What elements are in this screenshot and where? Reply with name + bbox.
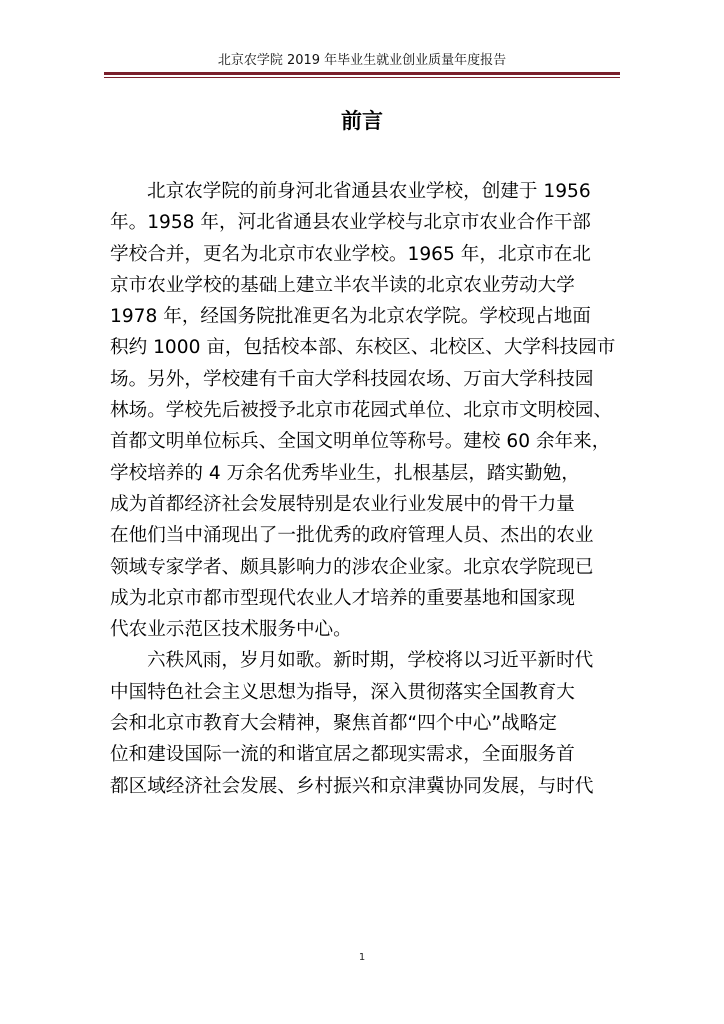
text-line: 领域专家学者、颇具影响力的涉农企业家。北京农学院现已: [110, 556, 594, 578]
text-line: 位和建设国际一流的和谐宜居之都现实需求，全面服务首: [110, 744, 575, 766]
text-line: 场。另外，学校建有千亩大学科技园农场、万亩大学科技园: [110, 368, 594, 390]
page-number: 1: [358, 952, 366, 963]
text-line: 学校培养的 4 万余名优秀毕业生，扎根基层，踏实勤勉，: [110, 462, 580, 484]
text-line: 京市农业学校的基础上建立半农半读的北京农业劳动大学: [110, 274, 575, 296]
text-line: 代农业示范区技术服务中心。: [110, 619, 352, 641]
page-title: 前言: [341, 109, 383, 133]
text-line: 都区域经济社会发展、乡村振兴和京津冀协同发展，与时代: [110, 775, 594, 797]
text-line: 会和北京市教育大会精神，聚焦首都“四个中心”战略定: [110, 713, 557, 735]
text-line: 首都文明单位标兵、全国文明单位等称号。建校 60 余年来，: [110, 431, 611, 453]
text-line: 六秩风雨，岁月如歌。新时期，学校将以习近平新时代: [147, 650, 594, 672]
body-text: [110, 176, 616, 802]
text-line: 北京农学院的前身河北省通县农业学校，创建于 1956: [147, 181, 591, 202]
text-line: 学校合并，更名为北京市农业学校。1965 年，北京市在北: [110, 243, 591, 265]
text-line: 1978 年，经国务院批准更名为北京农学院。学校现占地面: [110, 306, 591, 328]
header-rule-thick: [104, 72, 620, 75]
text-line: 成为首都经济社会发展特别是农业行业发展中的骨干力量: [110, 493, 575, 515]
text-line: 林场。学校先后被授予北京市花园式单位、北京市文明校园、: [110, 400, 613, 422]
text-line: 中国特色社会主义思想为指导，深入贯彻落实全国教育大: [110, 681, 575, 703]
text-line: 成为北京市都市型现代农业人才培养的重要基地和国家现: [110, 587, 575, 609]
text-line: 积约 1000 亩，包括校本部、东校区、北校区、大学科技园市: [110, 337, 616, 359]
header-rule-thin: [104, 77, 620, 78]
text-line: 在他们当中涌现出了一批优秀的政府管理人员、杰出的农业: [110, 525, 594, 547]
running-header: 北京农学院 2019 年毕业生就业创业质量年度报告: [217, 53, 507, 68]
text-line: 年。1958 年，河北省通县农业学校与北京市农业合作干部: [110, 212, 591, 234]
